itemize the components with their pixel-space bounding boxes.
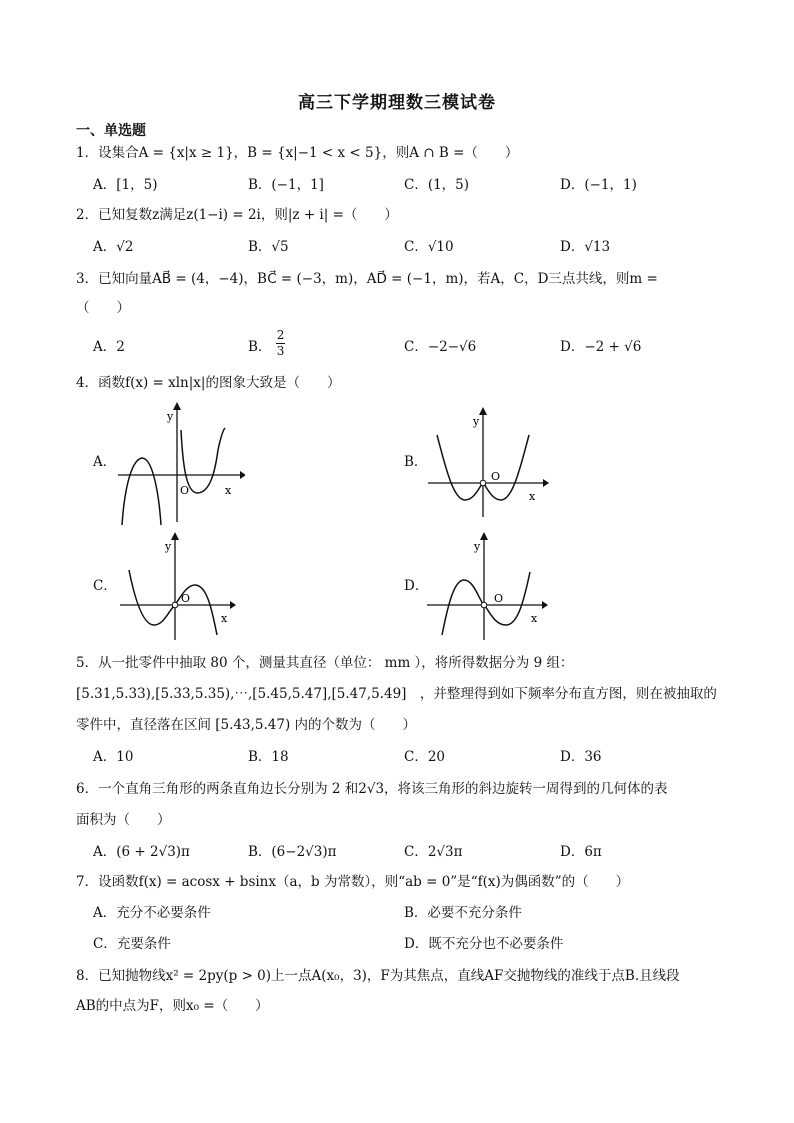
q3-option-c: C．−2−√6 — [404, 339, 477, 355]
x-axis-arrow — [230, 601, 236, 609]
q3-option-a: A．2 — [93, 339, 125, 355]
x-axis-arrow — [542, 601, 548, 609]
y-axis-arrow — [479, 407, 487, 415]
q6-option-a: A．(6 + 2√3)π — [93, 844, 190, 860]
q4-option-c-label: C． — [93, 578, 117, 594]
q5-option-b: B．18 — [248, 749, 289, 765]
graph-a — [115, 400, 245, 525]
q7-option-a: A．充分不必要条件 — [93, 905, 211, 921]
origin-label: O — [180, 484, 190, 497]
origin-label: O — [181, 592, 191, 605]
q6-option-c: C．2√3π — [404, 844, 463, 860]
q1-option-d: D．(−1，1) — [560, 177, 637, 193]
q4-option-a-label: A． — [93, 454, 117, 470]
q6-stem: 6．一个直角三角形的两条直角边长分别为 2 和2√3，将该三角形的斜边旋转一周得到的几何体的表 — [76, 781, 668, 797]
q6-option-d: D．6π — [560, 844, 602, 860]
q7-option-b: B．必要不充分条件 — [404, 905, 522, 921]
q3-option-d: D．−2 + √6 — [560, 339, 642, 355]
y-label: y — [167, 410, 174, 423]
y-label: y — [473, 415, 480, 428]
origin-label: O — [494, 592, 504, 605]
graph-b — [425, 405, 555, 520]
q5-stem-cont1: [5.31,5.33),[5.33,5.35),⋯,[5.45,5.47],[5.47,5.49] ，并整理得到如下频率分布直方图，则在被抽取的 — [76, 686, 717, 702]
graph-d — [424, 530, 554, 642]
x-axis-arrow — [543, 479, 549, 487]
q8-stem: 8．已知抛物线x² = 2py(p > 0)上一点A(x₀，3)，F为其焦点，直线AF交抛物线的准线于点B.且线段 — [76, 968, 680, 984]
q3-option-b-prefix: B． — [248, 339, 272, 355]
q2-option-a: A．√2 — [93, 239, 134, 255]
q4-option-d-label: D． — [404, 578, 429, 594]
y-axis-arrow — [173, 402, 181, 410]
curve-left — [122, 458, 161, 525]
q5-option-d: D．36 — [560, 749, 602, 765]
y-axis-arrow — [480, 532, 488, 540]
origin-label: O — [491, 470, 501, 483]
q2-option-c: C．√10 — [404, 239, 454, 255]
x-axis-arrow — [240, 471, 245, 479]
q7-option-d: D．既不充分也不必要条件 — [404, 936, 564, 952]
section-heading: 一、单选题 — [76, 123, 146, 139]
q6-option-b: B．(6−2√3)π — [248, 844, 337, 860]
x-label: x — [221, 612, 228, 625]
q2-option-b: B．√5 — [248, 239, 289, 255]
q4-option-b-label: B． — [404, 454, 428, 470]
origin-point — [481, 602, 487, 608]
q3-option-b — [248, 328, 285, 359]
x-label: x — [225, 484, 232, 497]
fraction-denominator: 3 — [276, 344, 285, 358]
q3-stem-cont: （ ） — [76, 300, 130, 316]
fraction-numerator: 2 — [276, 328, 285, 342]
q1-option-a: A．[1，5) — [93, 177, 158, 193]
origin-point — [480, 480, 486, 486]
graph-c — [117, 530, 242, 642]
q3-stem: 3．已知向量AB⃗ = (4，−4)，BC⃗ = (−3，m)，AD⃗ = (−1，m)，若A，C，D三点共线，则m = — [76, 271, 658, 287]
exam-title: 高三下学期理数三模试卷 — [298, 93, 496, 113]
origin-point — [172, 602, 178, 608]
q2-stem: 2．已知复数z满足z(1−i) = 2i，则|z + i| =（ ） — [76, 207, 398, 223]
q1-stem: 1．设集合A = {x|x ≥ 1}，B = {x|−1 < x < 5}，则A ∩ B =（ ） — [76, 145, 519, 161]
y-label: y — [165, 540, 172, 553]
x-label: x — [531, 612, 538, 625]
q5-option-c: C．20 — [404, 749, 446, 765]
y-label: y — [474, 540, 481, 553]
q5-option-a: A．10 — [93, 749, 134, 765]
q7-stem: 7．设函数f(x) = acosx + bsinx（a，b 为常数），则“ab = 0”是“f(x)为偶函数”的（ ） — [76, 874, 630, 890]
y-axis-arrow — [171, 532, 179, 540]
q6-stem-cont: 面积为（ ） — [76, 812, 171, 828]
x-label: x — [529, 490, 536, 503]
q8-stem-cont: AB的中点为F，则x₀ =（ ） — [76, 998, 269, 1014]
q2-option-d: D．√13 — [560, 239, 611, 255]
fraction — [276, 328, 286, 359]
q1-option-b: B．(−1，1] — [248, 177, 324, 193]
q4-stem: 4．函数f(x) = xln|x|的图象大致是（ ） — [76, 375, 341, 391]
q5-stem: 5．从一批零件中抽取 80 个，测量其直径（单位： mm ），将所得数据分为 9 组： — [76, 655, 574, 671]
q5-stem-cont2: 零件中，直径落在区间 [5.43,5.47) 内的个数为（ ） — [76, 717, 417, 733]
q1-option-c: C．(1，5) — [404, 177, 470, 193]
q7-option-c: C．充要条件 — [93, 936, 171, 952]
